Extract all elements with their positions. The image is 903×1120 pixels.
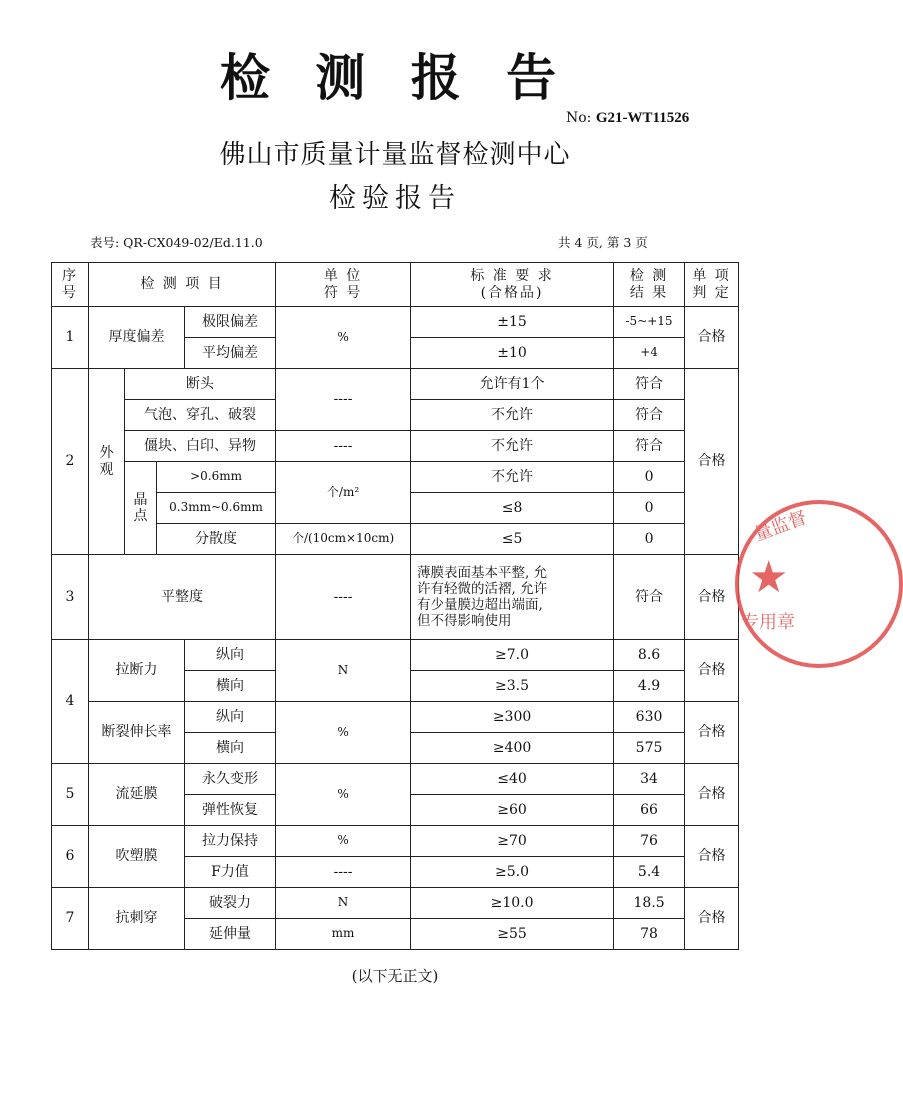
row3-item: 平整度 [89,555,276,640]
table-row [52,764,739,795]
row4-t-std1: ≥7.0 [411,640,614,671]
official-seal [735,500,903,668]
table-row [52,462,739,493]
row3-standard-line3: 有少量膜边超出端面, [417,597,543,613]
row7-sub2: 延伸量 [185,919,276,950]
row4-t-res1: 8.6 [614,640,685,671]
row2-b-res: 符合 [614,400,685,431]
header-standard [411,263,614,307]
row1-res1: -5~+15 [614,307,685,338]
row2-c-unit: ---- [276,431,411,462]
row4-seq: 4 [52,640,89,764]
row2-judge: 合格 [685,369,739,555]
table-row [52,307,739,338]
row2-f-std: ≤5 [411,524,614,555]
row4-elong-judge: 合格 [685,702,739,764]
table-row [52,555,739,640]
table-row [52,702,739,733]
row5-sub1: 永久变形 [185,764,276,795]
row2-pinpoint-group [125,462,157,555]
row2-e-res: 0 [614,493,685,524]
report-number-prefix: No: [566,110,592,126]
row2-a-item: 断头 [125,369,276,400]
row4-tensile-judge: 合格 [685,640,739,702]
row2-f-unit: 个/(10cm×10cm) [276,524,411,555]
row4-e-std1: ≥300 [411,702,614,733]
row2-c-std: 不允许 [411,431,614,462]
row5-std2: ≥60 [411,795,614,826]
header-standard-line1: 标 准 要 求 [470,268,554,285]
row2-e-item: 0.3mm~0.6mm [157,493,276,524]
row5-judge: 合格 [685,764,739,826]
row4-e-res1: 630 [614,702,685,733]
row7-judge: 合格 [685,888,739,950]
row7-std1: ≥10.0 [411,888,614,919]
row2-e-std: ≤8 [411,493,614,524]
row3-standard-line1: 薄膜表面基本平整, 允 [417,564,548,581]
row1-std1: ±15 [411,307,614,338]
table-row [52,431,739,462]
row2-a-res: 符合 [614,369,685,400]
row2-f-item: 分散度 [157,524,276,555]
row2-group-line2: 观 [99,461,114,478]
row4-e-res2: 575 [614,733,685,764]
table-row [52,369,739,400]
row4-elong-unit: % [276,702,411,764]
row1-sub2: 平均偏差 [185,338,276,369]
row5-std1: ≤40 [411,764,614,795]
row7-item: 抗刺穿 [89,888,185,950]
row6-unit2: ---- [276,857,411,888]
row2-d-std: 不允许 [411,462,614,493]
row1-sub1: 极限偏差 [185,307,276,338]
row3-standard-line2: 许有轻微的活褶, 允许 [417,580,548,597]
row6-sub2: F力值 [185,857,276,888]
header-seq-line1: 序 [62,268,78,285]
row2-c-item: 僵块、白印、异物 [125,431,276,462]
header-item: 检 测 项 目 [89,263,276,307]
seal-star-icon: ★ [749,552,789,603]
page-info: 共 4 页, 第 3 页 [558,235,648,250]
row2-group-line1: 外 [99,445,114,462]
row3-standard [411,555,614,640]
row2-c-res: 符合 [614,431,685,462]
row4-t-std2: ≥3.5 [411,671,614,702]
row1-judge: 合格 [685,307,739,369]
header-unit [276,263,411,307]
row3-unit: ---- [276,555,411,640]
row3-judge: 合格 [685,555,739,640]
row2-a-std: 允许有1个 [411,369,614,400]
row7-unit1: N [276,888,411,919]
organization-name: 佛山市质量计量监督检测中心 [219,140,571,170]
row7-std2: ≥55 [411,919,614,950]
row6-judge: 合格 [685,826,739,888]
sub-title: 检验报告 [329,183,461,214]
row2-pinpoint-line1: 晶 [133,491,148,508]
header-result-line2: 结 果 [629,284,669,301]
row1-seq: 1 [52,307,89,369]
row6-item: 吹塑膜 [89,826,185,888]
header-judgement-line1: 单 项 [692,268,731,285]
row3-standard-line4: 但不得影响使用 [417,613,512,630]
row2-group [89,369,125,555]
row4-t-sub2: 横向 [185,671,276,702]
table-row [52,640,739,671]
row4-t-sub1: 纵向 [185,640,276,671]
seal-text-top: 量监督 [751,507,810,546]
table-row [52,826,739,857]
row6-std1: ≥70 [411,826,614,857]
row6-std2: ≥5.0 [411,857,614,888]
row6-res1: 76 [614,826,685,857]
row1-res2: +4 [614,338,685,369]
row2-de-unit: 个/m² [276,462,411,524]
row7-res1: 18.5 [614,888,685,919]
header-result [614,263,685,307]
row5-unit: % [276,764,411,826]
form-number: 表号: QR-CX049-02/Ed.11.0 [90,235,263,250]
row4-t-res2: 4.9 [614,671,685,702]
row3-res: 符合 [614,555,685,640]
header-result-line1: 检 测 [629,268,669,285]
row2-seq: 2 [52,369,89,555]
report-number-value: G21-WT11526 [595,110,690,126]
row4-tensile-item: 拉断力 [89,640,185,702]
row5-item: 流延膜 [89,764,185,826]
row6-res2: 5.4 [614,857,685,888]
row7-res2: 78 [614,919,685,950]
row1-unit: % [276,307,411,369]
row4-e-sub1: 纵向 [185,702,276,733]
row5-res2: 66 [614,795,685,826]
row7-unit2: mm [276,919,411,950]
row4-e-std2: ≥400 [411,733,614,764]
header-judgement [685,263,739,307]
row2-ab-unit: ---- [276,369,411,431]
row2-d-res: 0 [614,462,685,493]
main-title: 检 测 报 告 [219,49,571,107]
row2-f-res: 0 [614,524,685,555]
end-of-text-note: (以下无正文) [351,967,439,985]
row2-b-item: 气泡、穿孔、破裂 [125,400,276,431]
row4-e-sub2: 横向 [185,733,276,764]
row2-pinpoint-line2: 点 [133,508,148,524]
row2-d-item: >0.6mm [157,462,276,493]
row6-unit1: % [276,826,411,857]
row6-seq: 6 [52,826,89,888]
row3-seq: 3 [52,555,89,640]
header-judgement-line2: 判 定 [692,284,731,301]
seal-text-bottom: 专用章 [741,612,795,633]
header-standard-line2: (合格品) [480,284,544,301]
row1-item: 厚度偏差 [89,307,185,369]
row4-tensile-unit: N [276,640,411,702]
row5-res1: 34 [614,764,685,795]
table-row [52,888,739,919]
row5-seq: 5 [52,764,89,826]
inspection-table [51,262,739,950]
row5-sub2: 弹性恢复 [185,795,276,826]
header-unit-line2: 符 号 [323,284,363,301]
row6-sub1: 拉力保持 [185,826,276,857]
header-seq [52,263,89,307]
row7-seq: 7 [52,888,89,950]
row1-std2: ±10 [411,338,614,369]
report-number [566,110,689,127]
header-unit-line1: 单 位 [323,268,363,285]
table-header-row [52,263,739,307]
row4-elong-item: 断裂伸长率 [89,702,185,764]
row7-sub1: 破裂力 [185,888,276,919]
header-seq-line2: 号 [62,284,78,301]
row2-b-std: 不允许 [411,400,614,431]
